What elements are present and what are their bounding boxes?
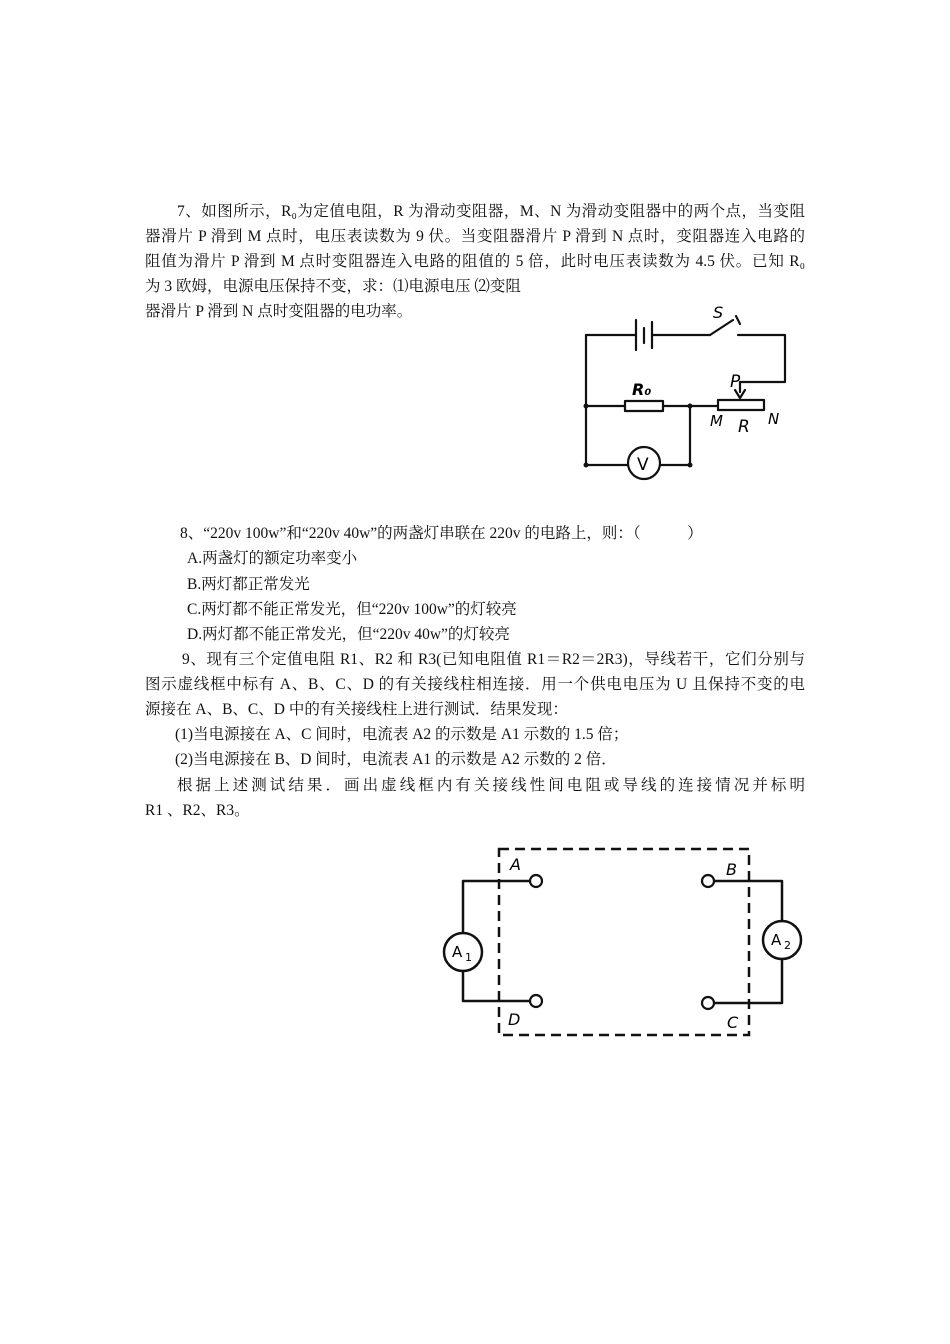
- q9-connection-box-diagram: [440, 840, 810, 1045]
- q9-task-line-1: 根据上述测试结果．画出虚线框内有关接线性间电阻或导线的连接情况并标明: [177, 777, 805, 794]
- q7-wire-voltmeter-right: [660, 406, 690, 465]
- q9-ammeter-a2: [763, 921, 801, 959]
- q7-line-5: 器滑片 P 滑到 N 点时变阻器的电功率。: [145, 303, 413, 320]
- q9-result-2: (2)当电源接在 B、D 间时，电流表 A1 的示数是 A2 示数的 2 倍．: [175, 751, 617, 768]
- q7-label-m: M: [710, 412, 723, 430]
- q9-meter1-letter: A: [452, 943, 463, 961]
- q9-result-1: (1)当电源接在 A、C 间时，电流表 A2 的示数是 A1 示数的 1.5 倍；: [175, 726, 629, 743]
- q7-junction-bottom-left: [584, 463, 589, 468]
- q7-circuit-diagram: [570, 300, 805, 485]
- q8-option-a: A.两盏灯的额定功率变小: [187, 550, 358, 567]
- q7-line-1: 7、如图所示，R₀为定值电阻，R 为滑动变阻器，M、N 为滑动变阻器中的两个点，当变阻: [177, 203, 805, 220]
- q9-meter2-letter: A: [771, 931, 782, 949]
- q7-label-r: R: [738, 417, 750, 437]
- q9-meter2-subscript: 2: [784, 939, 791, 952]
- q9-task-line-2: R1 、R2、R3。: [145, 802, 250, 819]
- q9-terminal-a: [530, 875, 542, 887]
- q7-switch-contact: [736, 316, 740, 324]
- q9-label-d: D: [508, 1010, 521, 1029]
- q9-wire-left-top: [463, 881, 530, 933]
- q7-switch-blade: [710, 320, 733, 335]
- q7-wire-left: [586, 335, 628, 465]
- q9-meter1-subscript: 1: [465, 951, 472, 964]
- q7-line-4: 为 3 欧姆，电源电压保持不变，求：⑴电源电压 ⑵变阻: [145, 278, 521, 295]
- q9-terminal-b: [702, 875, 714, 887]
- q9-label-a: A: [510, 855, 521, 874]
- q9-terminal-c: [702, 997, 714, 1009]
- q7-label-v: V: [637, 455, 649, 475]
- q8-option-d: D.两灯都不能正常发光，但“220v 40w”的灯较亮: [187, 626, 510, 643]
- q7-rheostat-r: [718, 400, 764, 410]
- q8-option-b: B.两灯都正常发光: [187, 576, 310, 593]
- q7-line-2: 器滑片 P 滑到 M 点时，电压表读数为 9 伏。当变阻器滑片 P 滑到 N 点时，变阻器连入电路的: [145, 228, 805, 245]
- q8-stem: 8、“220v 100w”和“220v 40w”的两盏灯串联在 220v 的电路上，则：（ ）: [180, 525, 703, 542]
- q9-ammeter-a1: [444, 933, 482, 971]
- q7-label-s: S: [713, 303, 724, 322]
- q9-line-1: 9、现有三个定值电阻 R1、R2 和 R3(已知电阻值 R1＝R2＝2R3)，导线若干，它们分别与: [182, 651, 805, 668]
- q9-line-2: 图示虚线框中标有 A、B、C、D 的有关接线柱相连接．用一个供电电压为 U 且保持不变的电: [145, 676, 805, 693]
- q9-line-3: 源接在 A、B、C、D 中的有关接线柱上进行测试．结果发现：: [145, 701, 568, 718]
- q9-label-c: C: [727, 1013, 739, 1032]
- q9-wire-right-bottom: [714, 959, 782, 1003]
- q7-resistor-r0: [625, 401, 663, 411]
- q7-junction-right: [688, 404, 693, 409]
- q7-wire-right: [738, 335, 785, 392]
- q8-option-c: C.两灯都不能正常发光，但“220v 100w”的灯较亮: [187, 601, 517, 618]
- q7-label-p: P: [730, 372, 741, 392]
- q9-wire-left-bottom: [463, 971, 530, 1001]
- q7-label-r0: R₀: [632, 380, 652, 399]
- q9-label-b: B: [726, 860, 737, 879]
- q7-junction-left: [584, 404, 589, 409]
- q9-terminal-d: [530, 995, 542, 1007]
- q7-line-3: 阻值为滑片 P 滑到 M 点时变阻器连入电路的阻值的 5 倍，此时电压表读数为 4.5 伏。已知 R₀: [145, 253, 805, 270]
- q7-junction-bottom-right: [688, 463, 693, 468]
- q7-label-n: N: [768, 410, 780, 428]
